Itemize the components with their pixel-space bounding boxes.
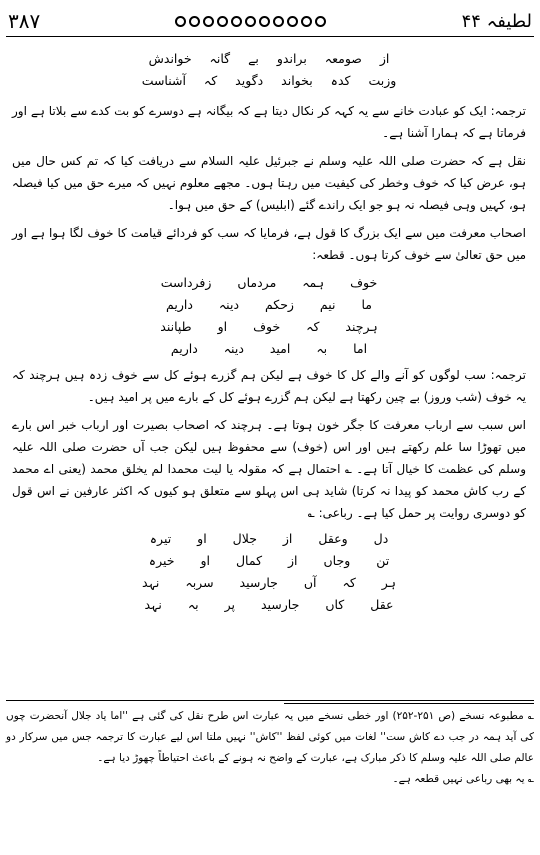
ornament-ring (189, 16, 200, 27)
ornament-ring (301, 16, 312, 27)
footnote-rule (6, 700, 534, 701)
verse-line: ہرچند کہ خوف او طپانند (160, 319, 378, 334)
verse-line: عقل کاں جارسید پر بہ نہد (144, 597, 394, 612)
ornament-ring (259, 16, 270, 27)
verse-line: خوف ہمہ مردماں زفرداست (160, 275, 378, 290)
ornament-ring (273, 16, 284, 27)
footnotes (6, 706, 534, 790)
verse-line: اما بہ امید دینہ داریم (170, 341, 368, 356)
ornament-ring (245, 16, 256, 27)
paragraph-commentary: اس سبب سے ارباب معرفت کا جگر خون ہوتا ہے۔ ہرچند کہ اصحاب بصیرت اور ارباب خبر اس بارے میں تھوڑا سا علم رکھتے ہیں اور اس (خوف) سے محفوظ ہیں لیکن جب آں حضرت صلی اللہ علیہ وسلم کی عظمت کا خیال آتا ہے۔ ؎ احتمال ہے کہ مقولہ یا لیت محمدا لم یخلق محمد (یعنی اے محمد کے رب کاش محمد کو پیدا نہ کرتا) شاید ہی اس پہلو سے متعلق ہو کیوں کہ اکثر عارفین نے اس قول کو دوسری روایت پر حمل کیا ہے۔ رباعی: ؎ (12, 418, 526, 520)
page-header (8, 8, 532, 34)
ornament-ring (231, 16, 242, 27)
verse-line: ہر کہ آں جارسید سربہ نہد (142, 575, 396, 590)
paragraph-narration: نقل ہے کہ حضرت صلی اللہ علیہ وسلم نے جبرئیل علیہ السلام سے دریافت کیا کہ تم کس حال میں ہو، عرض کیا کہ خوف وخطر کی کیفیت میں رہتا ہوں۔ مجھے معلوم نہیں کہ میرے حق میں کیا فیصلہ ہو، کہیں وہی فیصلہ نہ ہو جو ایک راندے گئے (ابلیس) کے حق میں ہوا۔ (12, 154, 526, 212)
ornament-ring (175, 16, 186, 27)
verse-line: از صومعہ براندو بے گانہ خواندش (148, 51, 390, 66)
verse-quatrain-1 (12, 272, 526, 360)
paragraph-translation-2: ترجمہ: سب لوگوں کو آنے والے کل کا خوف ہے لیکن ہم گزرے ہوئے کل سے خوف زدہ ہیں ہرچند کہ یہ خوف (شب وروز) بے چین رکھتا ہے لیکن ہم گزرے ہوئے کل کے بارے میں پر امید ہیں۔ (12, 368, 526, 404)
page-body (12, 48, 526, 616)
header-rule (6, 36, 534, 37)
verse-line: تن وجاں از کمال او خیرہ (148, 553, 390, 568)
verse-quatrain-2 (12, 528, 526, 616)
footnote-1: ؎ مطبوعہ نسخے (ص ۲۵۱-۲۵۲) اور خطی نسخے میں یہ عبارت اس طرح نقل کی گئی ہے ''اما یاد جلال آنحضرت چوں کی آید ہمہ در جب دے کاش ست'' لغات میں کوئی لفظ ''کاش'' نہیں ملتا اس لیے عبارت کا ترجمہ جس میں سرکار دو عالم صلی اللہ علیہ وسلم کا ذکر مبارک ہے، عبارت کے واضح نہ ہونے کے باعث احتیاطاً چھوڑ دیا ہے۔ (6, 710, 535, 764)
ornament-ring (203, 16, 214, 27)
ornament-ring (315, 16, 326, 27)
ornament-ring (217, 16, 228, 27)
footnote-2: ؎ یہ بھی رباعی نہیں قطعہ ہے۔ (392, 773, 534, 785)
verse-line: وزبت کدہ بخواند دگوید کہ آشناست (141, 73, 397, 88)
page-number: ۳۸۷ (8, 9, 41, 33)
verse-line: دل وعقل از جلال او تیرہ (149, 531, 389, 546)
verse-couplet-1 (12, 48, 526, 92)
chapter-title: لطیفہ ۴۴ (461, 10, 532, 32)
header-ornament (174, 16, 327, 27)
paragraph-saying: اصحاب معرفت میں سے ایک بزرگ کا قول ہے، فرمایا کہ سب کو فردائے قیامت کا خوف لگا ہوا ہے اور میں حق تعالیٰ سے خوف کرتا ہوں۔ قطعہ: (12, 226, 526, 262)
verse-line: ما نیم زحکم دینہ داریم (166, 297, 372, 312)
footnote-rule-short (284, 703, 534, 704)
paragraph-translation-1: ترجمہ: ایک کو عبادت خانے سے یہ کہہ کر نکال دیتا ہے کہ بیگانہ ہے دوسرے کو بت کدے سے بلاتا ہے اور فرماتا ہے کہ ہمارا آشنا ہے۔ (12, 104, 526, 140)
ornament-ring (287, 16, 298, 27)
